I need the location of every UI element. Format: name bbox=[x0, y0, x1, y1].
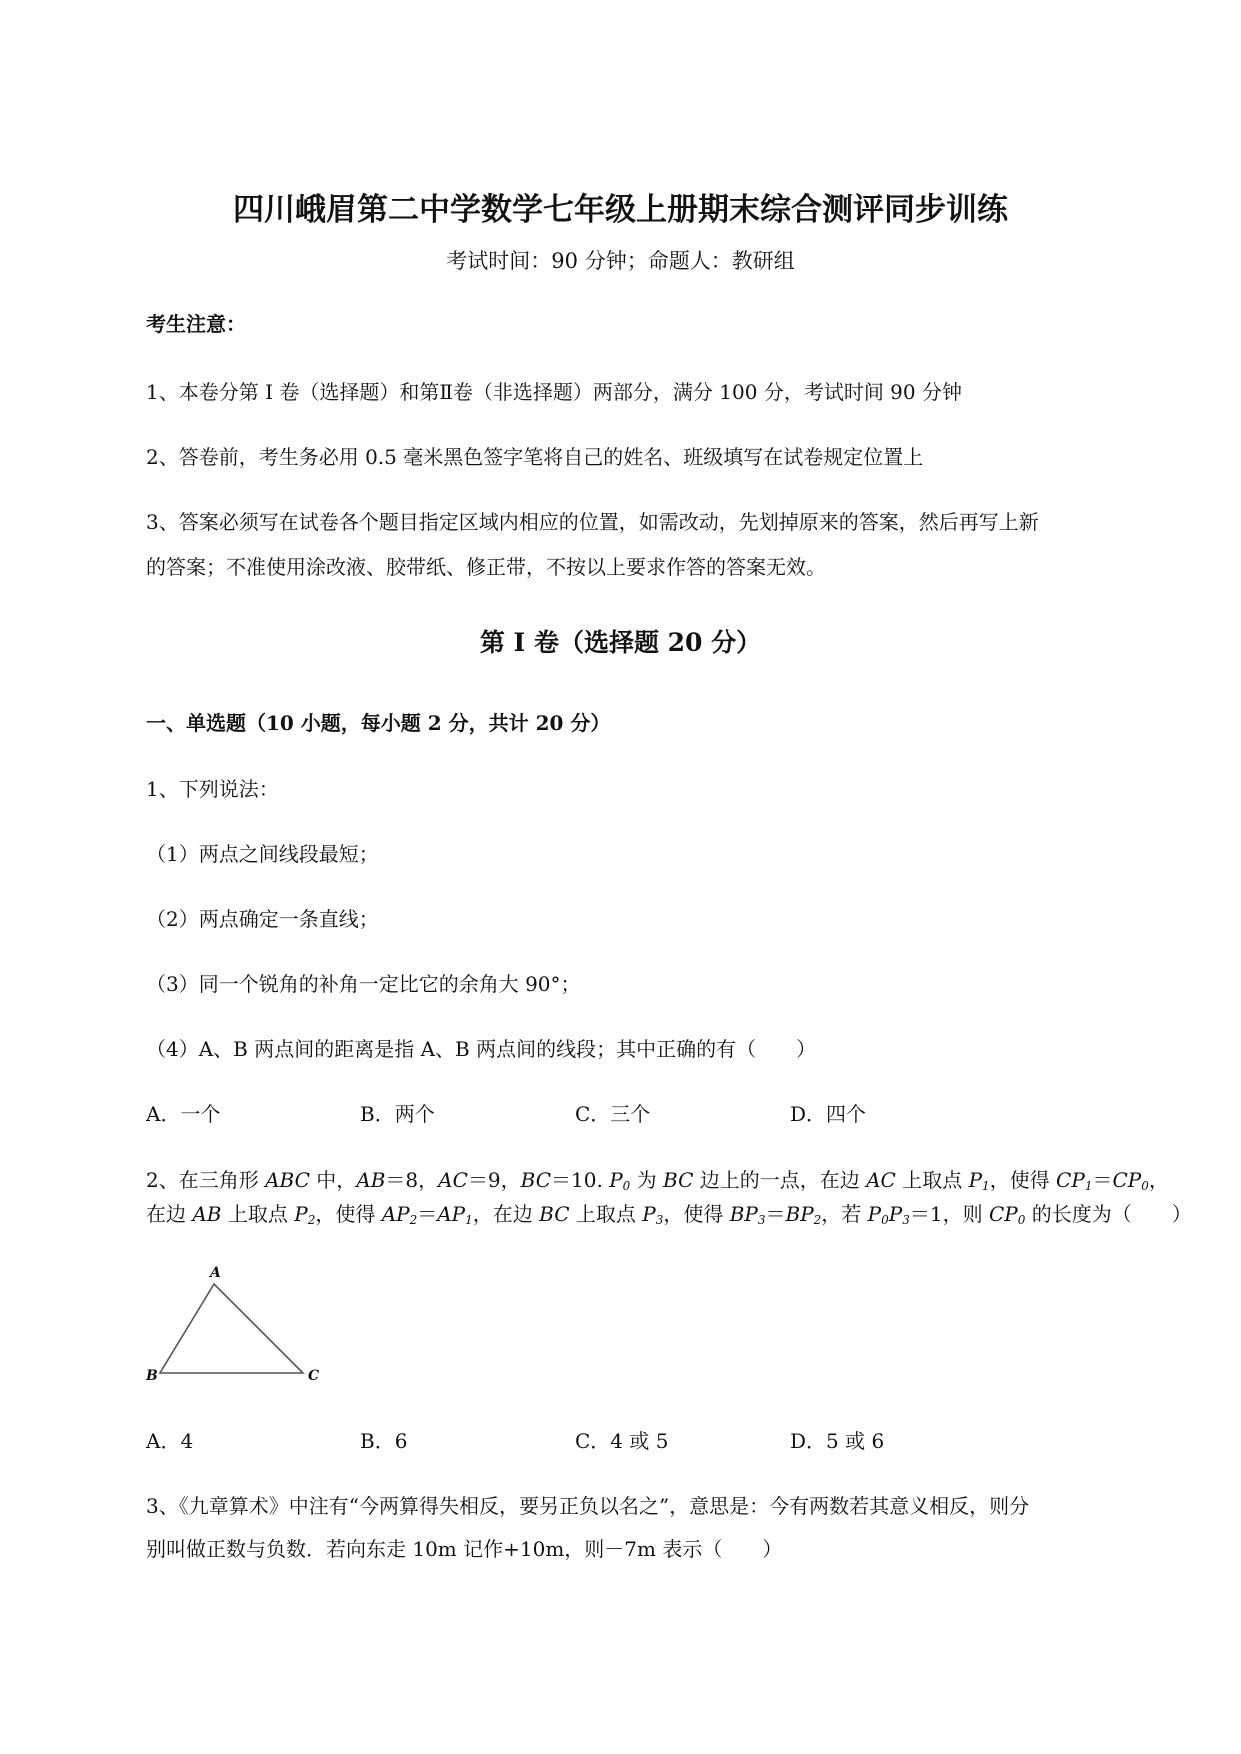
q2-stem-line-1: 2、在三角形 ABC 中，AB＝8，AC＝9，BC＝10. $P_0$ 为 BC 边上的一点，在边 AC 上取点 $P_1$，使得 $CP_1=CP_0$， bbox=[146, 1168, 1169, 1193]
exam-info: 考试时间：90 分钟；命题人：教研组 bbox=[446, 249, 795, 273]
notice-item-2: 2、答卷前，考生务必用 0.5 毫米黑色签字笔将自己的姓名、班级填写在试卷规定位置上 bbox=[146, 445, 924, 469]
q2-option-c: C．4 或 5 bbox=[575, 1429, 669, 1453]
triangle-figure bbox=[140, 1262, 330, 1390]
triangle-abc bbox=[160, 1284, 303, 1373]
q1-option-b: B．两个 bbox=[360, 1102, 435, 1126]
notice-item-1: 1、本卷分第 I 卷（选择题）和第Ⅱ卷（非选择题）两部分，满分 100 分，考试时间 90 分钟 bbox=[146, 380, 962, 404]
q3-stem-line-1: 3、《九章算术》中注有“今两算得失相反，要另正负以名之”，意思是：今有两数若其意义相反，则分 bbox=[146, 1494, 1030, 1518]
section-title: 第 I 卷（选择题 20 分） bbox=[479, 628, 762, 657]
notice-heading: 考生注意： bbox=[146, 312, 246, 336]
part-heading: 一、单选题（10 小题，每小题 2 分，共计 20 分） bbox=[146, 711, 611, 735]
q1-statement-4: （4）A、B 两点间的距离是指 A、B 两点间的线段；其中正确的有（ ） bbox=[146, 1037, 817, 1061]
q1-option-a: A．一个 bbox=[146, 1102, 221, 1126]
q1-option-d: D．四个 bbox=[790, 1102, 867, 1126]
vertex-label-b: B bbox=[146, 1368, 158, 1384]
notice-item-3-cont: 的答案；不准使用涂改液、胶带纸、修正带，不按以上要求作答的答案无效。 bbox=[146, 555, 826, 579]
vertex-label-c: C bbox=[308, 1368, 320, 1384]
q1-stem: 1、下列说法： bbox=[146, 777, 279, 801]
q2-option-d: D．5 或 6 bbox=[790, 1429, 885, 1453]
q1-statement-2: （2）两点确定一条直线； bbox=[146, 907, 379, 931]
q1-option-c: C．三个 bbox=[575, 1102, 651, 1126]
q2-stem-line-2: 在边 AB 上取点 $P_2$，使得 $AP_2=AP_1$，在边 BC 上取点 $P_3$，使得 $BP_3=BP_2$，若 $P_0P_3=1$，则 $CP_0$ 的长度为（ ） bbox=[146, 1202, 1192, 1227]
q2-option-b: B．6 bbox=[360, 1429, 408, 1453]
q1-statement-1: （1）两点之间线段最短； bbox=[146, 842, 379, 866]
q3-stem-line-2: 别叫做正数与负数．若向东走 10m 记作+10m，则－7m 表示（ ） bbox=[146, 1537, 783, 1561]
q2-option-a: A．4 bbox=[146, 1429, 194, 1453]
q1-statement-3: （3）同一个锐角的补角一定比它的余角大 90°； bbox=[146, 972, 581, 996]
page-title: 四川峨眉第二中学数学七年级上册期末综合测评同步训练 bbox=[233, 192, 1008, 228]
notice-item-3: 3、答案必须写在试卷各个题目指定区域内相应的位置，如需改动，先划掉原来的答案，然后再写上新 bbox=[146, 510, 1039, 534]
vertex-label-a: A bbox=[210, 1265, 221, 1281]
